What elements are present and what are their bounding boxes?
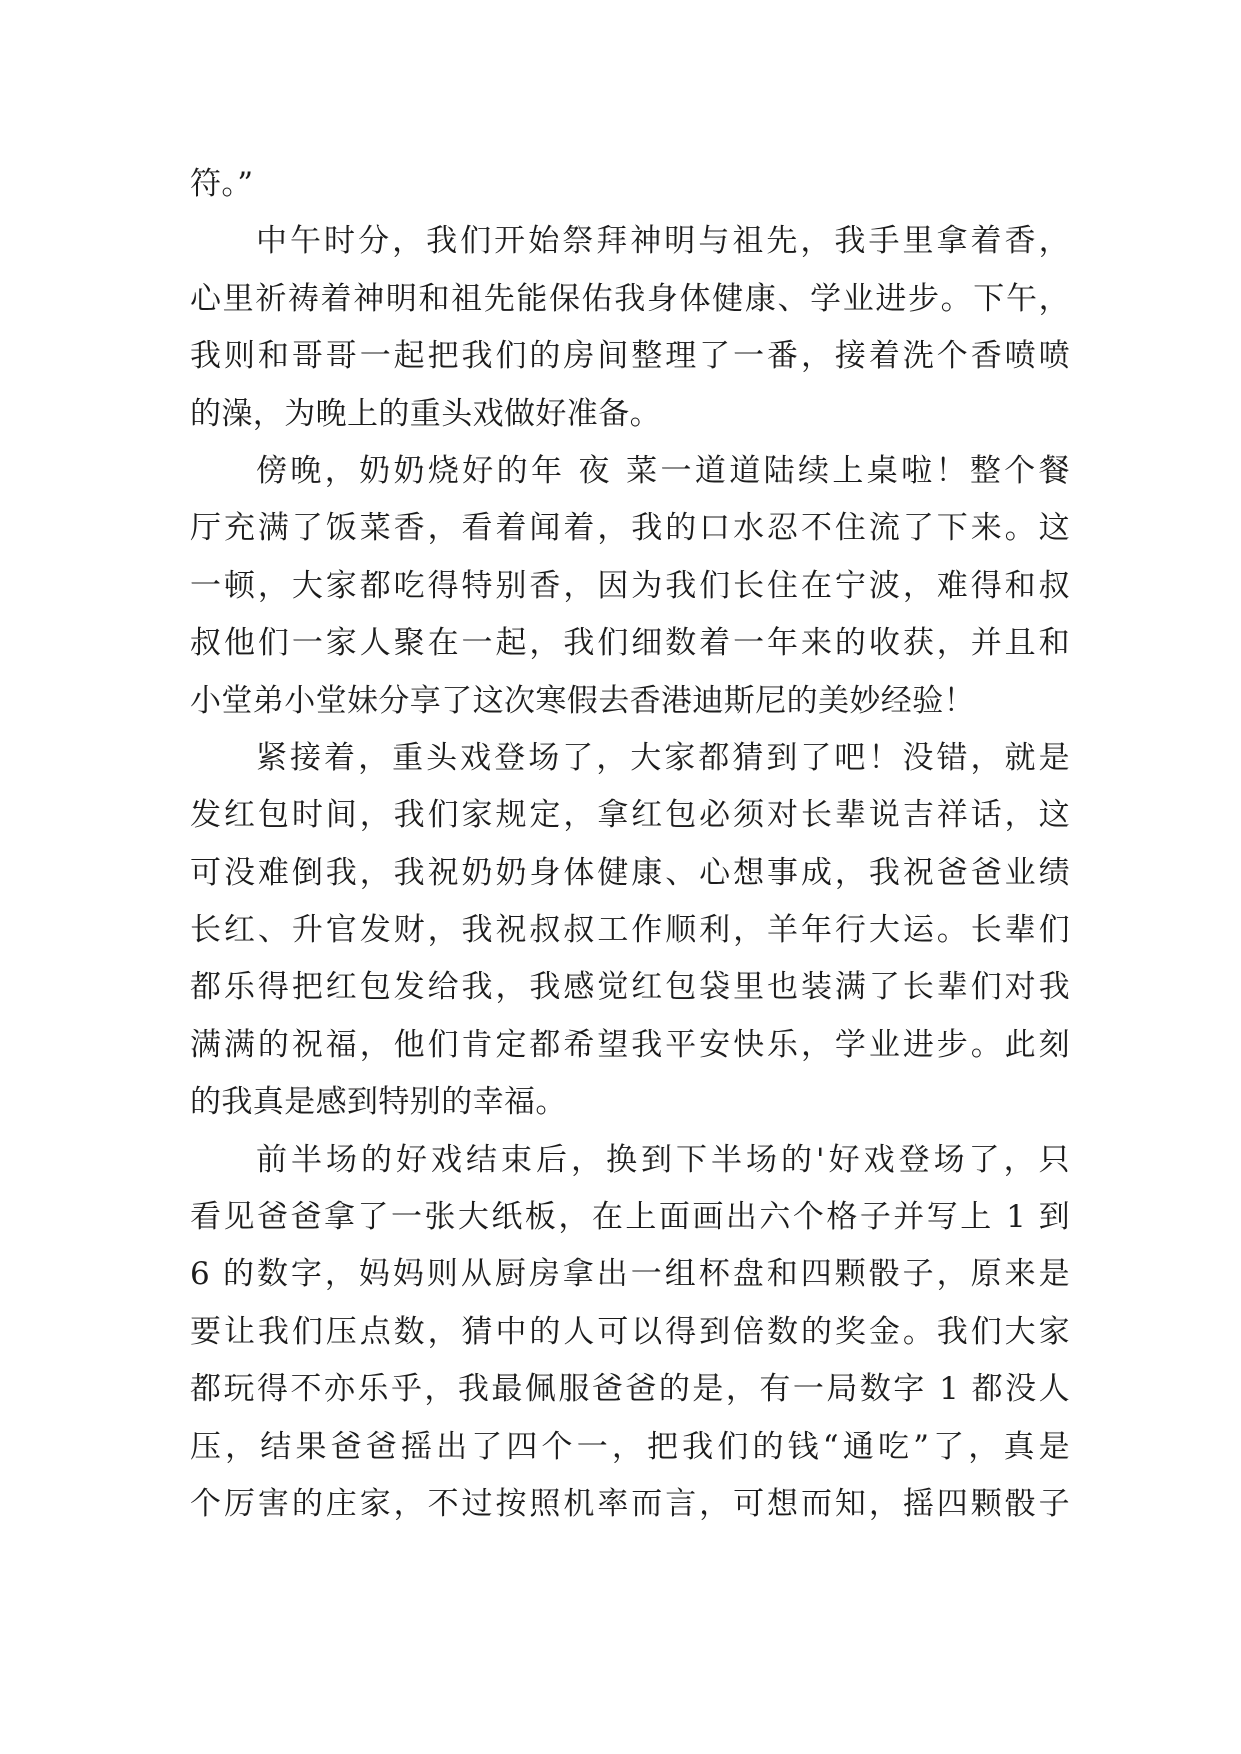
text-line: 都玩得不亦乐乎，我最佩服爸爸的是，有一局数字 1 都没人 (190, 1371, 1070, 1408)
text-line: 看见爸爸拿了一张大纸板，在上面画出六个格子并写上 1 到 (190, 1199, 1070, 1236)
text-line: 发红包时间，我们家规定，拿红包必须对长辈说吉祥话，这 (190, 797, 1070, 834)
text-line: 心里祈祷着神明和祖先能保佑我身体健康、学业进步。下午， (190, 280, 1070, 317)
text-line: 压，结果爸爸摇出了四个一，把我们的钱“通吃”了，真是 (190, 1428, 1070, 1465)
text-line: 满满的祝福，他们肯定都希望我平安快乐，学业进步。此刻 (190, 1026, 1070, 1063)
article-body (190, 156, 1070, 1533)
paragraph-start-line: 中午时分，我们开始祭拜神明与祖先，我手里拿着香， (256, 223, 1070, 260)
text-line: 个厉害的庄家，不过按照机率而言，可想而知，摇四颗骰子 (190, 1485, 1070, 1522)
text-line: 我则和哥哥一起把我们的房间整理了一番，接着洗个香喷喷 (190, 338, 1070, 375)
text-line: 一顿，大家都吃得特别香，因为我们长住在宁波，难得和叔 (190, 567, 1070, 604)
text-line: 可没难倒我，我祝奶奶身体健康、心想事成，我祝爸爸业绩 (190, 854, 1070, 891)
text-line: 长红、升官发财，我祝叔叔工作顺利，羊年行大运。长辈们 (190, 912, 1070, 949)
text-line: 符。” (190, 166, 254, 202)
text-line: 叔他们一家人聚在一起，我们细数着一年来的收获，并且和 (190, 625, 1070, 662)
paragraph-start-line: 傍晚，奶奶烧好的年 夜 菜一道道陆续上桌啦！整个餐 (256, 452, 1070, 489)
text-line: 都乐得把红包发给我，我感觉红包袋里也装满了长辈们对我 (190, 969, 1070, 1006)
text-line: 小堂弟小堂妹分享了这次寒假去香港迪斯尼的美妙经验！ (190, 682, 975, 719)
text-line: 的我真是感到特别的幸福。 (190, 1084, 567, 1121)
text-line: 的澡，为晚上的重头戏做好准备。 (190, 395, 661, 432)
text-line: 厅充满了饭菜香，看着闻着，我的口水忍不住流了下来。这 (190, 510, 1070, 547)
text-line: 要让我们压点数，猜中的人可以得到倍数的奖金。我们大家 (190, 1313, 1070, 1350)
paragraph-start-line: 紧接着，重头戏登场了，大家都猜到了吧！没错，就是 (256, 739, 1070, 776)
paragraph-start-line: 前半场的好戏结束后，换到下半场的'好戏登场了，只 (256, 1141, 1070, 1178)
text-line: 6 的数字，妈妈则从厨房拿出一组杯盘和四颗骰子，原来是 (190, 1256, 1070, 1293)
